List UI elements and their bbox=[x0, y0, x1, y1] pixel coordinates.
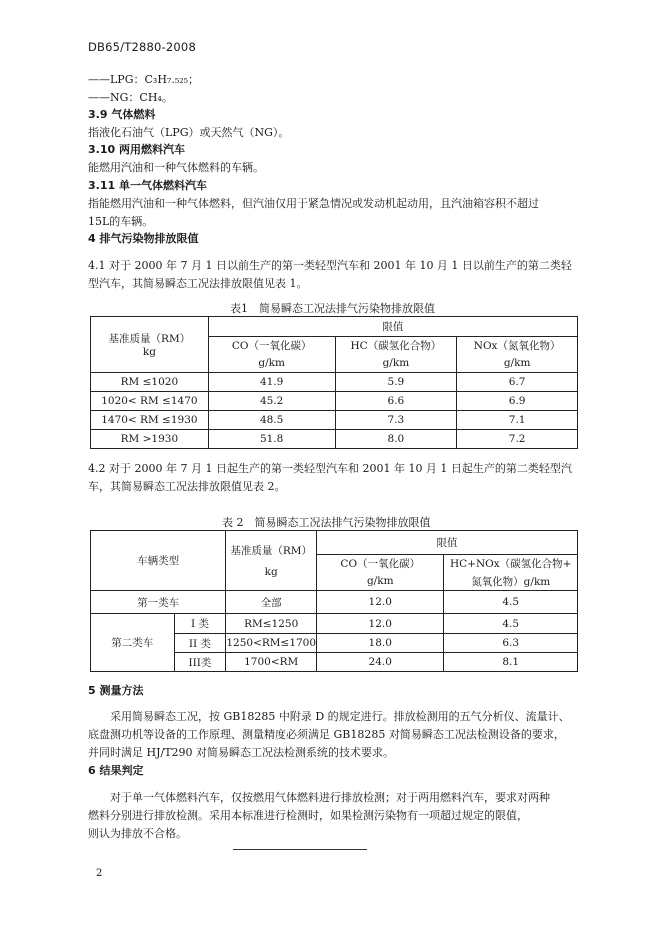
section-3-11-title: 3.11 单一气体燃料汽车 bbox=[88, 179, 207, 192]
table-row: 1020< RM ≤1470 45.2 6.6 6.9 bbox=[91, 392, 578, 411]
table1-unit-nox: g/km bbox=[457, 355, 578, 373]
page-number: 2 bbox=[96, 868, 103, 879]
table-row: 第一类车 全部 12.0 4.5 bbox=[91, 591, 578, 614]
table-row: RM >1930 51.8 8.0 7.2 bbox=[91, 430, 578, 449]
paragraph-4-2-line1: 4.2 对于 2000 年 7 月 1 日起生产的第一类轻型汽车和 2001 年 10 月 1 日起生产的第二类轻型汽 bbox=[88, 462, 572, 475]
table2-header-hcnox: HC+NOx（碳氢化合物+ bbox=[444, 555, 578, 573]
section-3-11-body-line2: 15L的车辆。 bbox=[88, 215, 154, 228]
section-6-body-line1: 对于单一气体燃料汽车，仅按燃用气体燃料进行排放检测；对于两用燃料汽车，要求对两种 bbox=[110, 791, 550, 804]
table-row: II 类 1250<RM≤1700 18.0 6.3 bbox=[91, 634, 578, 653]
section-3-9-title: 3.9 气体燃料 bbox=[88, 108, 156, 121]
section-6-title: 6 结果判定 bbox=[88, 764, 144, 777]
section-3-10-body: 能燃用汽油和一种气体燃料的车辆。 bbox=[88, 161, 264, 174]
table2-header-rm: 基准质量（RM） kg bbox=[226, 531, 317, 591]
table-row: III类 1700<RM 24.0 8.1 bbox=[91, 653, 578, 672]
table2-category-2: 第二类车 bbox=[91, 614, 175, 672]
table-row: 第二类车 I 类 RM≤1250 12.0 4.5 bbox=[91, 614, 578, 634]
table2-unit-co: g/km bbox=[317, 573, 444, 591]
table-row: RM ≤1020 41.9 5.9 6.7 bbox=[91, 373, 578, 392]
table1-unit-hc: g/km bbox=[335, 355, 457, 373]
section-5-body-line1: 采用简易瞬态工况，按 GB18285 中附录 D 的规定进行。排放检测用的五气分析仪、流量计、 bbox=[110, 710, 570, 723]
definition-lpg: ——LPG：C₃H₇.₅₂₅； bbox=[88, 73, 200, 86]
table1-unit-co: g/km bbox=[208, 355, 335, 373]
table2-header-vehicle-type: 车辆类型 bbox=[91, 531, 226, 591]
section-3-9-body: 指液化石油气（LPG）或天然气（NG）。 bbox=[88, 126, 290, 139]
table2-header-limits: 限值 bbox=[317, 531, 578, 555]
table1-caption: 表1 简易瞬态工况法排气污染物排放限值 bbox=[230, 302, 435, 315]
table2-header-co: CO（一氧化碳） bbox=[317, 555, 444, 573]
table1-header-limits: 限值 bbox=[208, 317, 577, 337]
section-3-10-title: 3.10 两用燃料汽车 bbox=[88, 143, 185, 156]
section-5-body-line2: 底盘测功机等设备的工作原理、测量精度必须满足 GB18285 对简易瞬态工况法检测设备的要求， bbox=[88, 728, 565, 741]
section-6-body-line3: 则认为排放不合格。 bbox=[88, 827, 187, 840]
section-5-title: 5 测量方法 bbox=[88, 684, 144, 697]
document-code: DB65/T2880-2008 bbox=[88, 40, 196, 54]
section-6-body-line2: 燃料分别进行排放检测。采用本标准进行检测时，如果检测污染物有一项超过规定的限值， bbox=[88, 809, 528, 822]
table1-header-nox: NOx（氮氧化物） bbox=[457, 337, 578, 355]
section-3-11-body-line1: 指能燃用汽油和一种气体燃料，但汽油仅用于紧急情况或发动机起动用，且汽油箱容积不超过 bbox=[88, 197, 539, 210]
paragraph-4-1-line2: 型汽车，其简易瞬态工况法排放限值见表 1。 bbox=[88, 277, 308, 290]
section-5-body-line3: 并同时满足 HJ/T290 对简易瞬态工况法检测系统的技术要求。 bbox=[88, 746, 395, 759]
definition-ng: ——NG：CH₄。 bbox=[88, 91, 173, 104]
table-row: 1470< RM ≤1930 48.5 7.3 7.1 bbox=[91, 411, 578, 430]
table1-header-co: CO（一氧化碳） bbox=[208, 337, 335, 355]
end-rule bbox=[233, 849, 367, 850]
table1 bbox=[90, 316, 578, 449]
table2 bbox=[90, 530, 578, 672]
table1-header-rm: 基准质量（RM） kg bbox=[91, 317, 209, 373]
table2-unit-hcnox: 氮氧化物）g/km bbox=[444, 573, 578, 591]
section-4-title: 4 排气污染物排放限值 bbox=[88, 232, 199, 245]
table1-header-hc: HC（碳氢化合物） bbox=[335, 337, 457, 355]
paragraph-4-2-line2: 车，其简易瞬态工况法排放限值见表 2。 bbox=[88, 480, 286, 493]
table2-caption: 表 2 简易瞬态工况法排气污染物排放限值 bbox=[222, 516, 431, 529]
paragraph-4-1-line1: 4.1 对于 2000 年 7 月 1 日以前生产的第一类轻型汽车和 2001 年 10 月 1 日以前生产的第二类轻 bbox=[88, 259, 572, 272]
